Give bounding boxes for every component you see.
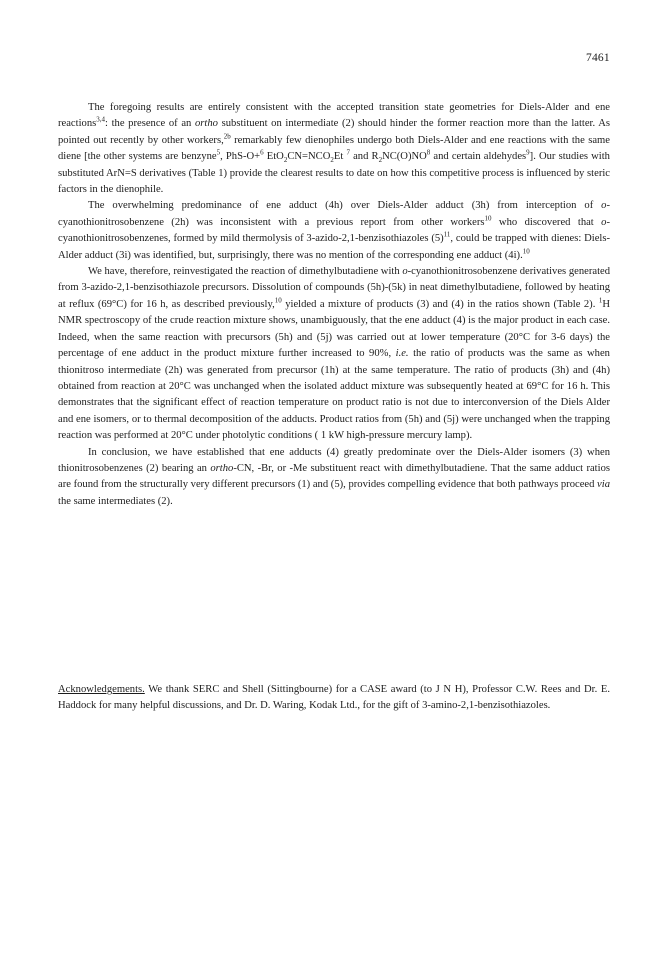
subscript: 2 — [378, 156, 383, 165]
text-run: substituent on intermediate (2) should hinder the former reaction more than the latter. As pointed out recently by other workers, — [58, 118, 610, 146]
text-run: the ratio of products was the same as when thionitroso intermediate (2h) was generated from precursor (1h) at the same temperature. The ratio of products (3h) and (4h) obtained from reaction at 20°C was unchanged when the isolated adduct mixture was subsequently heated at 69°C for 16 h. This demonstrates that the significant effect of reaction temperature on product ratio is not due to interconversion of the Diels Alder and ene isomers, or to thermal decomposition of the adducts. Product ratios from (5h) and (5j) were unchanged when the trapping reaction was performed at 20°C under photolytic conditions ( 1 kW high-pressure mercury lamp). — [58, 348, 610, 442]
superscript: 6 — [260, 148, 264, 157]
superscript: 11 — [443, 230, 451, 239]
text-run: H NMR spectroscopy of the crude reaction mixture shows, unambiguously, that the ene adduct (4) is the major product in each case. Indeed, when the same reaction with precursors (5h) and (5j) was carried out at lower temperature (20°C for 3-6 days) the percentage of ene adduct in the product mixture further increased to 90%, — [58, 298, 610, 360]
text-run: -cyanothionitrosobenzenes, formed by mild thermolysis of 3-azido-2,1-benzisothiazoles (5) — [58, 216, 610, 245]
superscript: 7 — [346, 148, 350, 157]
superscript: 10 — [274, 296, 282, 305]
text-run: EtO — [263, 151, 284, 163]
superscript: 8 — [426, 148, 431, 157]
paragraph — [58, 264, 610, 444]
superscript: 9 — [526, 148, 530, 157]
italic-run: o — [402, 266, 408, 278]
italic-run: o — [601, 200, 607, 212]
italic-run: o — [601, 216, 607, 228]
italic-run: i.e. — [395, 348, 409, 360]
text-run: CN=NCO — [287, 151, 331, 163]
text-run: The overwhelming predominance of ene adduct (4h) over Diels-Alder adduct (3h) from interception of — [88, 200, 602, 212]
text-run: who discovered that — [491, 216, 602, 228]
body-text — [58, 100, 610, 510]
text-run: and R — [349, 151, 379, 163]
text-run: NC(O)NO — [382, 151, 427, 163]
italic-run: via — [597, 479, 610, 491]
italic-run: ortho — [210, 462, 234, 474]
text-run: We have, therefore, reinvestigated the reaction of dimethylbutadiene with — [88, 266, 403, 278]
paragraph — [58, 198, 610, 264]
text-run: , PhS-O+ — [220, 151, 261, 163]
acknowledgements — [58, 682, 610, 715]
acknowledgements-text: We thank SERC and Shell (Sittingbourne) for a CASE award (to J N H), Professor C.W. Rees and Dr. E. Haddock for many helpful discussions, and Dr. D. Waring, Kodak Ltd., for the gift of 3-amino-2,1-benzisothiazoles. — [58, 684, 610, 712]
text-run: In conclusion, we have established that ene adducts (4) greatly predominate over the Diels-Alder isomers (3) when thionitrosobenzenes (2) bearing an — [58, 446, 610, 474]
superscript: 3,4 — [96, 115, 105, 124]
text-run: -cyanothionitrosobenzene derivatives generated from 3-azido-2,1-benzisothiazole precursors. Dissolution of compounds (5h)-(5k) in neat dimethylbutadiene, followed by heating at reflux (69°C) for 16 h, as described previously, — [58, 266, 611, 310]
italic-run: ortho — [195, 118, 218, 130]
superscript: 10 — [522, 247, 530, 256]
text-run: ]. Our studies with substituted ArN=S derivatives (Table 1) provide the clearest results to date on how this competitive process is influenced by steric factors in the dienophile. — [58, 151, 610, 196]
text-run: the same intermediates (2). — [58, 495, 173, 507]
text-run: The foregoing results are entirely consistent with the accepted transition state geometries for Diels-Alder and ene reactions — [58, 102, 610, 130]
text-run: -cyanothionitrosobenzene (2h) was inconsistent with a previous report from other workers — [58, 200, 610, 228]
text-run: Et — [333, 151, 347, 163]
paragraph — [58, 445, 610, 511]
superscript: 10 — [484, 214, 492, 223]
text-run: and certain aldehydes — [430, 151, 527, 163]
superscript: 5 — [216, 148, 221, 157]
subscript: 2 — [330, 156, 334, 165]
text-run: remarkably few dienophiles undergo both Diels-Alder and ene reactions with the same diene [the other systems are benzyne — [58, 134, 610, 163]
text-run: , could be trapped with dienes: Diels-Alder adduct (3i) was identified, but, surprisingly, there was no mention of the corresponding ene adduct (4i). — [58, 233, 610, 261]
superscript: 2b — [223, 132, 231, 141]
text-run: : the presence of an — [105, 118, 195, 130]
page-number: 7461 — [586, 52, 610, 64]
paragraph — [58, 100, 610, 198]
text-run: yielded a mixture of products (3) and (4) in the ratios shown (Table 2). — [281, 298, 599, 310]
superscript: 1 — [598, 296, 603, 305]
text-run: -CN, -Br, or -Me substituent react with dimethylbutadiene. That the same adduct ratios are found from the structurally very different precursors (1) and (5), provides compelling evidence that both pathways proceed — [58, 462, 610, 491]
acknowledgements-heading: Acknowledgements. — [58, 684, 145, 695]
subscript: 2 — [283, 156, 288, 165]
